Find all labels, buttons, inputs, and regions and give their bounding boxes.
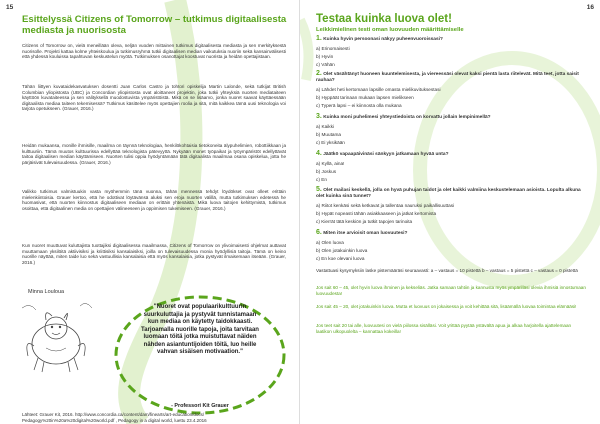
quiz-title: Testaa kuinka luova olet! — [316, 13, 452, 25]
result-low: Jos teet sait 20 tai alle, luovuutesi on vielä piilossa sisälläsi. Voit yrittää pyytää ystävältä apua ja alkaa harjoitella ajattelemaan laatikon ulkopuolelta – kannattaa kokeilla! — [316, 323, 572, 334]
article-title: Esittelyssä Citizens of Tomorrow – tutkimus digitaalisesta mediasta ja nuorisosta — [22, 14, 287, 36]
question-1 — [316, 36, 586, 43]
option-5c: c) Kierrät tätä keskiön ja tutkit tapojen tarinoita — [316, 219, 413, 224]
illustration-caption: Minna Louloua — [28, 289, 65, 295]
question-number: 2. — [316, 70, 322, 77]
question-number: 4. — [316, 150, 322, 157]
option-5a: a) Riitot kenkäsi sekä ketkavat ja tallentaa nauruksi paikallisuuttasi — [316, 203, 455, 208]
question-text: Kuinka hyvin persoonasi näkyy puheenvuoroissasi? — [323, 37, 443, 42]
question-number: 1. — [316, 35, 322, 42]
paragraph-2: Tähän liittyen kuvataidekasvatuksen dosentti Juan Carlos Castro ja tohtori opiskelija Martin Lalonde, sekä tutkijat British Columbian yliopistosta (UBC) ja Concordian yliopistosta ovat aloittaneet projektin, joka tutkii yhteyksiä nuorten mediataiteen käyttöön kuvataiteessa ja sen välityksellä muodostuvista ympäristöistä. Mikä on se lisäarvo, jonka nuoret saavat käyttäessään digitaalista mediaa taiteen tekemisessä? Tutkimus käsittelee myös opettajien roolia ja sitä, mitä kaikkea tämä uusi teknologia voi tarjota opetukseen. (Grauer, 2016.) — [22, 84, 286, 112]
question-text: Olet mailasi keskellä, jolla on hyvä puhujan taidot ja olet kaikki valmiina keskustelemaan asioista. Lopulta alkuna olet kuinka sinä tunnet? — [316, 188, 581, 199]
option-2c: c) Typerä lapsi – ei kiinnosta olla mukana — [316, 103, 402, 108]
question-text: Olet väsähtänyt huoneen kuuntelemisesta, ja viereessäsi olevat kaksi pientä lasta riitelevät. Mitä teet, jotta saisit rauhaa? — [316, 72, 579, 83]
paragraph-3: Heidän mukaansa, monille ihmisille, maailma on täynnä teknologiaa, henkilökohtaisia tietokoneita älypuhelimien, robottiikkaan ja kulttuuriin. Tämä muutos kulttuurissa edellyttää teknologista pätevyyttä. Nykyään monet työpaikat ja työympäristöt edellyttävät taitoa digitaalisen median käyttämiseen. Nuorten tulisi oppia hyödyntämään tätä digitaalista maailmaa osana opiskelua, jotta he pärjäisivät tulevaisuudessa. (Grauer, 2016.) — [22, 143, 286, 165]
result-medium: Jos sait 45 – 20, olet jotakuinkin luova. Mutta et luovuus on jokaisessa ja voit kehittää sitä, lisäämällä luovaa toimintaa elämääsi! — [316, 304, 577, 309]
quote-text: "Nuoret ovat populaarikulttuurin suurkuluttajia ja pystyvät tunnistamaan kun mediaa on käytetty taidokkaasti. Tarjoamalla nuorille tapoja, joita tarvitaan luomaan töitä jotka muistuttavat näiden nähden asiantuntijoiden töitä, luo heille vahvan sisäisen motivaation." — [141, 304, 259, 355]
result-high: Jos sait 60 – 45, olet hyvin luova ihminen ja kekseliäs. Jatka samaan tahtiin ja kannusta myös ympärilläsi olevia ihmisiä innostumaan luovuudesta! — [316, 285, 586, 296]
question-text: Jäätkö vapaapäivinäsi sänkyyn jatkamaan hyvää unta? — [323, 152, 449, 157]
question-number: 3. — [316, 113, 322, 120]
page-number-left: 15 — [6, 4, 14, 11]
option-6a: a) Olen luova — [316, 240, 344, 245]
question-2 — [316, 71, 586, 83]
sources: Lähteet: Grauer Kit, 2016. http://www.concordia.ca/content/dam/finearts/art-education/docs/ Pedagogy%20in%20a%20digital%20world.pdf , Pedagogy in a digital world, luettu 23.4.2016 — [22, 412, 207, 423]
question-5 — [316, 187, 586, 199]
question-number: 6. — [316, 229, 322, 236]
option-1a: a) Erinomaisesti — [316, 46, 350, 51]
question-3 — [316, 114, 586, 121]
option-5b: b) Hypät nopeasti tähän asiakkaaseen ja jatkat kertomista — [316, 211, 437, 216]
question-6 — [316, 230, 586, 237]
option-2b: b) Hyppäät tarinaan mukaan lapsen mielikseen — [316, 95, 414, 100]
option-3b: b) Muutama — [316, 132, 342, 137]
paragraph-4: Valikko tutkimus valmistuukin vasta myöhemmin tänä vuonna, tähän mennessä tehdyt löydökset ovat olleet erittäin mielenkiintoisia. Grauer kertoo, että he odottivat löytävänsä aluksi sen eroja nuorten välillä, mutta tutkimuksen edetessä he huomasivat, että nuorten kiinnostus digitaaliseen mediaan on erittäin yhtenäistä. Mikä luova taitojen kehittymistä, tutkimus osoittaa, että digitaalinen media on opettajien välineeseen ja oppimisen tukemiseen. (Grauer, 2016.) — [22, 189, 286, 211]
option-3c: c) Ei yksikään — [316, 140, 345, 145]
option-6b: b) Olen jotakuinkin luova — [316, 248, 368, 253]
option-1c: c) Vähän — [316, 62, 335, 67]
paragraph-1: Citizens of Tomorrow on, vielä meneillään oleva, neljän vuoden mittainen tutkimus digitaalisesta mediasta ja sen merkityksestä nuorisolle. Projekti kattaa kolme yhteiskoulua ja tutkimusryhmä tutkii digitaalisen median vaikutuksia nuoriin sekä kansainvälisesti että yhdessä kouluissa tapahtuvan keskustelun myötä. Tutkimuksen osanottajat koostuvat nuorista ja heidän opettajistaan. — [22, 43, 286, 60]
option-6c: c) En koe olevani luova — [316, 256, 365, 261]
question-text: Kuinka moni puhelimesi yhteystiedoista on korvattu jollain lempinimellä? — [323, 115, 491, 120]
question-number: 5. — [316, 186, 322, 193]
paragraph-5: Kun nuoret muuttuvat kuluttajista tuottajiksi digitaalisessa maailmassa, Citizens of Tomorrow on ylivoimaisesti ohjelmat auttavat muuttamaan yksilöitä aktiivisiksi ja kriittisiksi kansalaisiksi, joilla on tulevaisuudessa monia hyödyllisiä taitoja. Tämä on keino nuorille näyttää, miten taide luo sekä vastuullisia kansalaisia että myös kansalaisia, jotka pystyvät ilmaisemaan itseään. (Grauer, 2016.) — [22, 243, 286, 265]
quiz-subtitle: Leikkimielinen testi oman luovuuden määrittämiselle — [316, 27, 464, 33]
option-4b: b) Joskus — [316, 169, 337, 174]
page-number-right: 16 — [586, 4, 594, 11]
quote-author: - Professori Kit Grauer — [171, 403, 229, 409]
question-4 — [316, 151, 586, 158]
scoring-instructions: Vastattuasi kysymyksiin laske pistemääräsi seuraavasti: a – vastaus = 10 pistettä b – vastaus = 5 pistettä c – vastaus = 0 pistettä — [316, 268, 578, 273]
right-page — [300, 0, 600, 424]
option-2a: a) Lähdet heti kertomaan lapsille omasta mielikuvituksestasi — [316, 87, 441, 92]
child-drawing-illustration — [16, 298, 98, 374]
question-text: Miten itse arvioisit oman luovuutesi? — [323, 231, 408, 236]
option-3a: a) Kaikki — [316, 124, 334, 129]
option-1b: b) Hyvin — [316, 54, 334, 59]
option-4a: a) Kyllä, aina! — [316, 161, 345, 166]
option-4c: c) En — [316, 177, 327, 182]
